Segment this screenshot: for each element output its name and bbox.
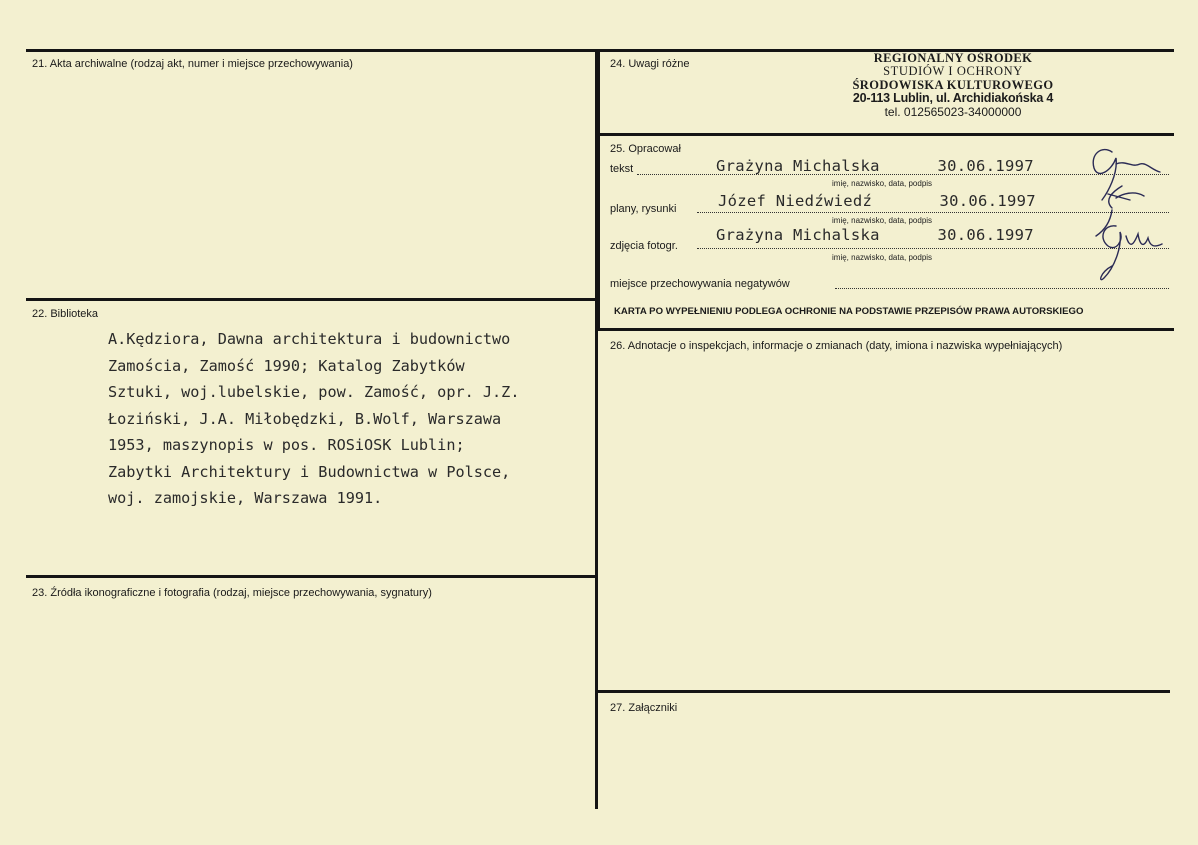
- field-23-label: 23. Źródła ikonograficzne i fotografia (rodzaj, miejsce przechowywania, sygnatury): [32, 587, 432, 599]
- biblioteka-text: [108, 326, 519, 512]
- tekst-label: tekst: [610, 163, 634, 175]
- field-27-label: 27. Załączniki: [610, 702, 678, 714]
- zdjecia-caption: imię, nazwisko, data, podpis: [832, 253, 933, 262]
- divider-22-23: [26, 575, 597, 578]
- stamp-line: REGIONALNY OŚRODEK: [873, 51, 1033, 65]
- divider-21-22: [26, 298, 597, 301]
- stamp-line: 20-113 Lublin, ul. Archidiakońska 4: [852, 91, 1054, 106]
- biblioteka-line: Zamościa, Zamość 1990; Katalog Zabytków: [108, 356, 465, 375]
- biblioteka-line: woj. zamojskie, Warszawa 1991.: [108, 489, 383, 507]
- stamp-line: ŚRODOWISKA KULTUROWEGO: [852, 77, 1054, 92]
- plany-caption: imię, nazwisko, data, podpis: [832, 216, 933, 225]
- field-21-label: 21. Akta archiwalne (rodzaj akt, numer i miejsce przechowywania): [32, 58, 353, 70]
- field-25-label: 25. Opracował: [610, 143, 681, 155]
- plany-value: Józef Niedźwiedź 30.06.1997: [718, 192, 1036, 210]
- biblioteka-line: 1953, maszynopis w pos. ROSiOSK Lublin;: [108, 436, 465, 454]
- right-inner-line: [598, 49, 600, 331]
- tekst-value: Grażyna Michalska 30.06.1997: [716, 157, 1034, 175]
- field-24-label: 24. Uwagi różne: [610, 58, 690, 70]
- tekst-caption: imię, nazwisko, data, podpis: [832, 179, 933, 188]
- biblioteka-line: Łoziński, J.A. Miłobędzki, B.Wolf, Warszawa: [108, 409, 502, 428]
- biblioteka-line: A.Kędziora, Dawna architektura i budownictwo: [108, 330, 511, 348]
- stamp-line: STUDIÓW I OCHRONY: [883, 64, 1023, 79]
- divider-24-25: [598, 133, 1174, 136]
- biblioteka-line: Sztuki, woj.lubelskie, pow. Zamość, opr. J.Z.: [108, 383, 520, 401]
- copyright-notice: KARTA PO WYPEŁNIENIU PODLEGA OCHRONIE NA PODSTAWIE PRZEPISÓW PRAWA AUTORSKIEGO: [614, 306, 1084, 317]
- negatywy-label: miejsce przechowywania negatywów: [610, 278, 790, 290]
- plany-label: plany, rysunki: [610, 203, 677, 215]
- biblioteka-line: Zabytki Architektury i Budownictwa w Polsce,: [108, 462, 511, 481]
- handwritten-signatures: [1082, 140, 1172, 290]
- institution-stamp: [838, 52, 1068, 119]
- field-26-label: 26. Adnotacje o inspekcjach, informacje o zmianach (daty, imiona i nazwiska wypełniających): [610, 340, 1063, 352]
- field-22-label: 22. Biblioteka: [32, 308, 99, 320]
- divider-25-26: [598, 328, 1174, 331]
- zdjecia-value: Grażyna Michalska 30.06.1997: [716, 226, 1034, 244]
- zdjecia-label: zdjęcia fotogr.: [610, 240, 678, 252]
- divider-26-27: [598, 690, 1170, 693]
- stamp-line: tel. 012565023-34000000: [884, 104, 1022, 119]
